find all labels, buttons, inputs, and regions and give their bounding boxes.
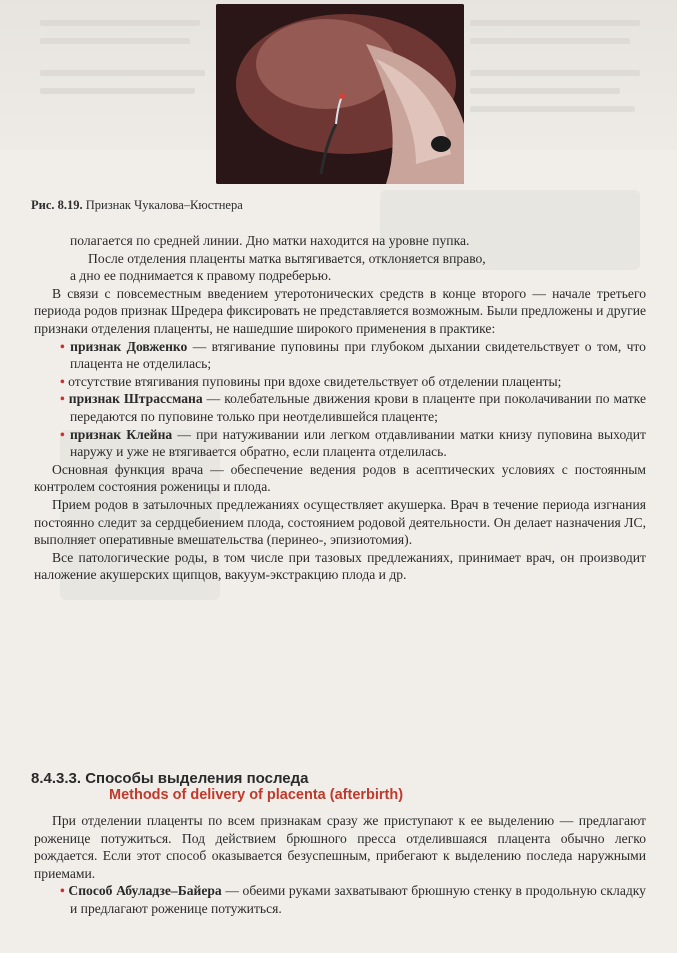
faded-text-line (40, 88, 195, 94)
faded-text-line (40, 70, 205, 76)
section-title-ru: 8.4.3.3. Способы выделения последа (31, 770, 309, 787)
faded-text-line (470, 88, 620, 94)
sign-term: признак Довженко (70, 338, 188, 354)
paragraph-6: При отделении плаценты по всем признакам сразу же приступают к ее выделению — предлагают роженице потужиться. Под действием брюшного пресса отделившаяся плацента обычно легко рождается. Если этот способ оказывается безуспешным, прибегают к выделению последа наружными приемами. (34, 813, 646, 881)
signs-list (34, 338, 646, 461)
body-text (34, 232, 646, 584)
list-item (34, 426, 646, 461)
sign-term: признак Клейна (69, 426, 173, 442)
paragraph-4: Прием родов в затылочных предлежаниях осуществляет акушерка. Врач в течение периода изгнания постоянно следит за сердцебиением плода, состоянием родовой деятельности. Он делает назначения ЛС, выполняет оперативные вмешательства (перинео-, эпизиотомия). (34, 496, 646, 548)
paragraph-5: Все патологические роды, в том числе при тазовых предлежаниях, принимает врач, он производит наложение акушерских щипцов, вакуум-экстракцию плода и др. (34, 549, 646, 583)
sign-text: — колебательные движения крови в плаценте при поколачивании по матке передаются по пуповине только при неотделившейся плаценте; (70, 391, 646, 424)
clinical-photo-illustration (216, 4, 464, 184)
sign-text: отсутствие втягивания пуповины при вдохе свидетельствует об отделении плаценты; (68, 373, 562, 389)
faded-text-line (470, 106, 635, 112)
paragraph-1-line-1: полагается по средней линии. Дно матки находится на уровне пупка. (70, 233, 470, 248)
faded-text-line (470, 20, 640, 26)
bullet-icon: • (60, 883, 65, 899)
section-heading (31, 770, 403, 803)
sign-text: — при натуживании или легком отдавливании матки книзу пуповина выходит наружу и уже не втягивается обратно, если плацента отделилась. (70, 426, 646, 460)
faded-text-line (40, 38, 190, 44)
paragraph-1-line-2: После отделения плаценты матка вытягивается, отклоняется вправо, (88, 250, 486, 266)
faded-text-line (470, 70, 640, 76)
paragraph-3: Основная функция врача — обеспечение ведения родов в асептических условиях с постоянным контролем состояния роженицы и плода. (34, 461, 646, 495)
faded-text-line (470, 38, 630, 44)
paragraph-2: В связи с повсеместным введением утеротонических средств в конце второго — начале третьего периода родов признак Шредера фиксировать не представляется возможным. Были предложены и другие признаки отделения плаценты, не нашедшие широкого применения в практике: (34, 285, 646, 336)
faded-text-line (40, 20, 200, 26)
sign-term: признак Штрассмана (68, 391, 203, 407)
figure-caption-label: Рис. 8.19. (31, 198, 83, 212)
sign-text: — втягивание пуповины при глубоком дыхании свидетельствует о том, что плацента не отделилась; (70, 338, 646, 372)
list-item (34, 390, 646, 425)
figure-photo (216, 4, 464, 184)
list-item (34, 373, 646, 391)
bullet-icon: • (60, 338, 65, 354)
bullet-icon: • (60, 391, 65, 407)
method-text: — обеими руками захватывают брюшную стенку в продольную складку и предлагают роженице потужиться. (70, 883, 646, 916)
list-item (34, 338, 646, 373)
paragraph-1-line-3: а дно ее поднимается к правому подреберью. (70, 268, 332, 284)
list-item (34, 882, 646, 917)
bullet-icon: • (60, 426, 65, 442)
body-text-2 (34, 812, 646, 918)
figure-caption-text: Признак Чукалова–Кюстнера (85, 198, 243, 212)
method-term: Способ Абуладзе–Байера (68, 883, 222, 899)
bullet-icon: • (60, 373, 65, 389)
figure-caption (31, 198, 243, 213)
methods-list (34, 882, 646, 917)
section-title-en: Methods of delivery of placenta (afterbirth) (109, 787, 404, 803)
